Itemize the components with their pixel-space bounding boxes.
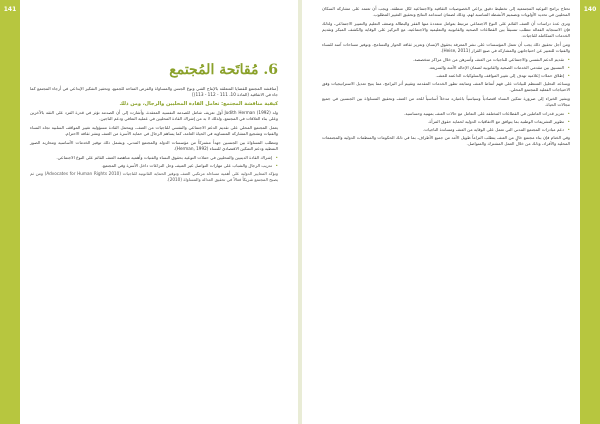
bullet-item: • دعم مبادرات المجتمع المدني التي تعمل على الوقاية من العنف ومساندة الناجيات. (322, 127, 570, 133)
body-paragraph: ويساعد التحليل المنتظم للبيانات على فهم أنماط العنف ومتابعة تطور الخدمات المقدمة وتقييم أثر البرامج، مما يتيح تعديل الاستراتيجيات وفق الاحتياجات الفعلية للمجتمع المحلي. (322, 81, 570, 92)
closing-paragraph: وفي الختام فإن بناء مجتمع خالٍ من العنف يتطلب التزاماً طويل الأمد من جميع الأطراف، بما في ذلك الحكومات والمنظمات الدولية والمجتمعات المحلية والأفراد، وذلك من خلال العمل المشترك والمتواصل. (322, 135, 570, 146)
section-subheading: كيفية مناقشة المجتمع: تعامل القادة المحليين والرجال، ومن ذلك (119, 101, 278, 107)
body-paragraph: يعمل المجتمع المحلي على تقديم الدعم الاجتماعي والنفسي للناجيات من العنف، ويتحمل القادة مسؤولية تغيير المواقف السلبية تجاه النساء والفتيات وتشجيع المشاركة المتساوية في الحياة العامة، كما يساهم الرجال في حماية الأسرة من العنف ونشر ثقافة الاحترام. (30, 125, 278, 136)
body-paragraph: تحتاج برامج التوعية المجتمعية إلى تخطيط دقيق يراعي الخصوصيات الثقافية والاجتماعية لكل منطقة، ويجب أن تعتمد على مشاركة السكان المحليين في تحديد الأولويات وتصميم الأنشطة المناسبة لهم، وذلك لضمان استدامة النتائج وتحقيق التغيير المطلوب. (322, 6, 570, 17)
closing-paragraph: وتؤكد المعايير الدولية على أهمية مساءلة مرتكبي العنف وتوفير الحماية القانونية للناجيات (Advocates for Human Rights 2010) ومن ثم يصبح المجتمع شريكاً فعالاً في تحقيق العدالة والمساواة (2010). (30, 171, 278, 182)
right-page-content (322, 6, 570, 150)
bullet-item: • تطوير التشريعات الوطنية بما يتوافق مع الاتفاقيات الدولية لحماية حقوق المرأة. (322, 119, 570, 125)
left-page (0, 0, 298, 424)
body-paragraph: ويشير الخبراء إلى ضرورة تمكين النساء اقتصادياً وسياسياً باعتباره مدخلاً أساسياً للحد من العنف وتحقيق المساواة بين الجنسين في جميع مجالات الحياة. (322, 96, 570, 107)
body-paragraph: وتتطلب المساواة بين الجنسين جهداً مشتركاً من مؤسسات الدولة والمجتمع المدني، ويشمل ذلك توفير الخدمات الأساسية ومحاربة الصور النمطية ودعم التمكين الاقتصادي للنساء (Herman, 1992). (30, 140, 278, 151)
bullet-item: • تدريب الرجال والشباب على مهارات التواصل غير العنيف وحل النزاعات داخل الأسرة وفي المجتمع. (30, 163, 278, 169)
right-running-head (580, 40, 600, 130)
bullet-item: • إطلاق حملات إعلامية تهدف إلى تغيير المواقف والسلوكيات الداعمة للعنف. (322, 73, 570, 79)
chapter-intro: [مناقشة المجتمع للقضايا المتعلقة بالإنتاج الفني ونوع الجنس والمساواة والفرص المتاحة للجميع، وتحفيز التفكير الإبداعي في أرجاء المجتمع كما جاء في الاتفاقية (المادة 10، 111 - 112 - 113)] (30, 86, 278, 97)
left-running-head (0, 40, 20, 130)
left-page-content (30, 62, 278, 186)
bullet-item: • تعزيز قدرات العاملين في القطاعات المختلفة على التعامل مع حالات العنف بمهنية وحساسية. (322, 111, 570, 117)
body-paragraph: وترى عدة دراسات أن العنف القائم على النوع الاجتماعي مرتبط بعوامل متعددة منها الفقر والبطالة وضعف التعليم والتمييز الاجتماعي، ولذلك فإن الاستجابة الفعالة تتطلب تنسيقاً بين القطاعات الصحية والقانونية والتعليمية والاجتماعية، مع التركيز على الوقاية والكشف المبكر وتقديم الخدمات المتكاملة للناجيات. (322, 21, 570, 38)
left-page-number: 141 (3, 6, 17, 13)
body-paragraph: ولد Judith Herman (1992) أول تعريف شامل للصدمة النفسية المعقدة، وأشارت إلى أن الصدمة تؤثر في قدرة الفرد على الثقة بالآخرين وعلى بناء العلاقات في المجتمع، ولذلك لا بد من إشراك القادة المحليين في عملية التعافي ودعم الناجين. (30, 110, 279, 121)
chapter-title: 6. مُقاتَحة المُجتمع (169, 62, 278, 78)
right-page-number: 140 (583, 6, 597, 13)
right-page (302, 0, 600, 424)
bullet-item: • تقديم الدعم النفسي والاجتماعي للناجيات من العنف وأسرهن من خلال مراكز متخصصة. (322, 57, 570, 63)
bullet-item: • التنسيق بين مقدمي الخدمات الصحية والقانونية لضمان الإحالة الآمنة والسريعة. (322, 65, 570, 71)
body-paragraph: ومن أجل تحقيق ذلك يجب أن تعمل المؤسسات على نشر المعرفة بحقوق الإنسان وتعزيز ثقافة الحوار والتسامح، وتوفير مساحات آمنة للنساء والفتيات للتعبير عن احتياجاتهن والمشاركة في صنع القرار (Heise, 2011). (322, 42, 570, 53)
bullet-item: • إشراك القادة الدينيين والمحليين في حملات التوعية بحقوق النساء والفتيات وأهمية مناهضة العنف القائم على النوع الاجتماعي. (30, 155, 278, 161)
